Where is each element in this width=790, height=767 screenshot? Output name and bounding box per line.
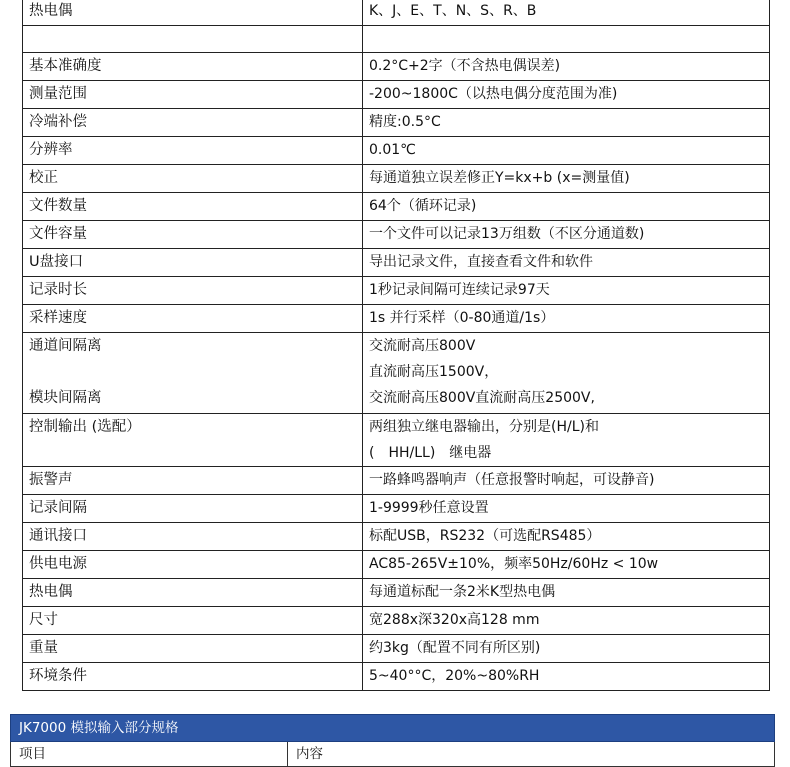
table-row xyxy=(23,333,770,414)
spec-key-line: 控制输出 (选配） xyxy=(29,419,141,435)
table-row xyxy=(23,249,770,277)
spec-value-line: 直流耐高压1500V， xyxy=(369,364,499,380)
table-row xyxy=(23,193,770,221)
spec-value-line: ( HH/LL) 继电器 xyxy=(369,445,492,461)
spec-key: 测量范围 xyxy=(23,81,363,109)
table-row xyxy=(23,165,770,193)
spec-key: 记录间隔 xyxy=(23,495,363,523)
spec-key: 热电偶 xyxy=(23,579,363,607)
table-row xyxy=(23,277,770,305)
spec-key-line: 通道间隔离 xyxy=(29,338,102,354)
spec-key: 热电偶 xyxy=(23,0,363,26)
table-row xyxy=(23,81,770,109)
spec-value: 1-9999秒任意设置 xyxy=(363,495,770,523)
spec-key xyxy=(23,26,363,53)
column-header-item: 项目 xyxy=(11,742,288,766)
table-row xyxy=(23,53,770,81)
table-row xyxy=(23,221,770,249)
table-row xyxy=(23,607,770,635)
table-row xyxy=(23,551,770,579)
spec-value-line: 交流耐高压800V直流耐高压2500V, xyxy=(369,390,595,406)
spec-key: 分辨率 xyxy=(23,137,363,165)
spec-value: 64个（循环记录) xyxy=(363,193,770,221)
table-row xyxy=(23,579,770,607)
spec-key-line: 模块间隔离 xyxy=(29,390,102,406)
spec-value xyxy=(363,414,770,467)
spec-value-line: 交流耐高压800V xyxy=(369,338,476,354)
spec-key: 文件数量 xyxy=(23,193,363,221)
spec-value: 每通道标配一条2米K型热电偶 xyxy=(363,579,770,607)
spec-key: 尺寸 xyxy=(23,607,363,635)
table-row xyxy=(23,495,770,523)
spec-value: 一路蜂鸣器响声（任意报警时响起，可设静音) xyxy=(363,467,770,495)
table-row xyxy=(23,467,770,495)
spec-key: 记录时长 xyxy=(23,277,363,305)
spec-value-line: 两组独立继电器输出，分别是(H/L)和 xyxy=(369,419,599,435)
spec-key: 文件容量 xyxy=(23,221,363,249)
spec-value: 标配USB，RS232（可选配RS485） xyxy=(363,523,770,551)
spec-key: 基本准确度 xyxy=(23,53,363,81)
spec-value: 1s 并行采样（0-80通道/1s） xyxy=(363,305,770,333)
table-row xyxy=(23,663,770,691)
spec-value: K、J、E、T、N、S、R、B xyxy=(363,0,770,26)
spec-key: U盘接口 xyxy=(23,249,363,277)
table-row xyxy=(23,523,770,551)
spec-value xyxy=(363,333,770,414)
analog-input-spec-table xyxy=(10,714,775,767)
table-row xyxy=(23,137,770,165)
spec-key: 通讯接口 xyxy=(23,523,363,551)
column-header-content: 内容 xyxy=(296,746,323,762)
spec-value: 0.01℃ xyxy=(363,137,770,165)
spec-key xyxy=(23,333,363,414)
spec-value: 1秒记录间隔可连续记录97天 xyxy=(363,277,770,305)
spec-key: 振警声 xyxy=(23,467,363,495)
spec-value: 约3kg（配置不同有所区别) xyxy=(363,635,770,663)
spec-value: 0.2°C+2字（不含热电偶误差) xyxy=(363,53,770,81)
spec-value: 精度:0.5°C xyxy=(363,109,770,137)
spec-key: 校正 xyxy=(23,165,363,193)
table-row xyxy=(23,305,770,333)
spec-value: -200~1800C（以热电偶分度范围为准) xyxy=(363,81,770,109)
table-row xyxy=(23,109,770,137)
spec-value: 一个文件可以记录13万组数（不区分通道数) xyxy=(363,221,770,249)
spec-key: 冷端补偿 xyxy=(23,109,363,137)
spec-value: 5~40°°C，20%~80%RH xyxy=(363,663,770,691)
spec-table xyxy=(22,0,770,691)
spec-key: 供电电源 xyxy=(23,551,363,579)
spec-key: 环境条件 xyxy=(23,663,363,691)
table-row xyxy=(23,414,770,467)
spec-value: AC85-265V±10%，频率50Hz/60Hz < 10w xyxy=(363,551,770,579)
spec-value: 每通道独立误差修正Y=kx+b (x=测量值) xyxy=(363,165,770,193)
spec-key: 采样速度 xyxy=(23,305,363,333)
table-row xyxy=(23,26,770,53)
table-row xyxy=(23,635,770,663)
spec-value xyxy=(363,26,770,53)
table-header-row xyxy=(10,742,775,767)
spec-value: 宽288x深320x高128 mm xyxy=(363,607,770,635)
table-row xyxy=(23,0,770,26)
spec-key: 重量 xyxy=(23,635,363,663)
spec-value: 导出记录文件，直接查看文件和软件 xyxy=(363,249,770,277)
spec-key xyxy=(23,414,363,467)
section-title: JK7000 模拟输入部分规格 xyxy=(10,714,775,742)
